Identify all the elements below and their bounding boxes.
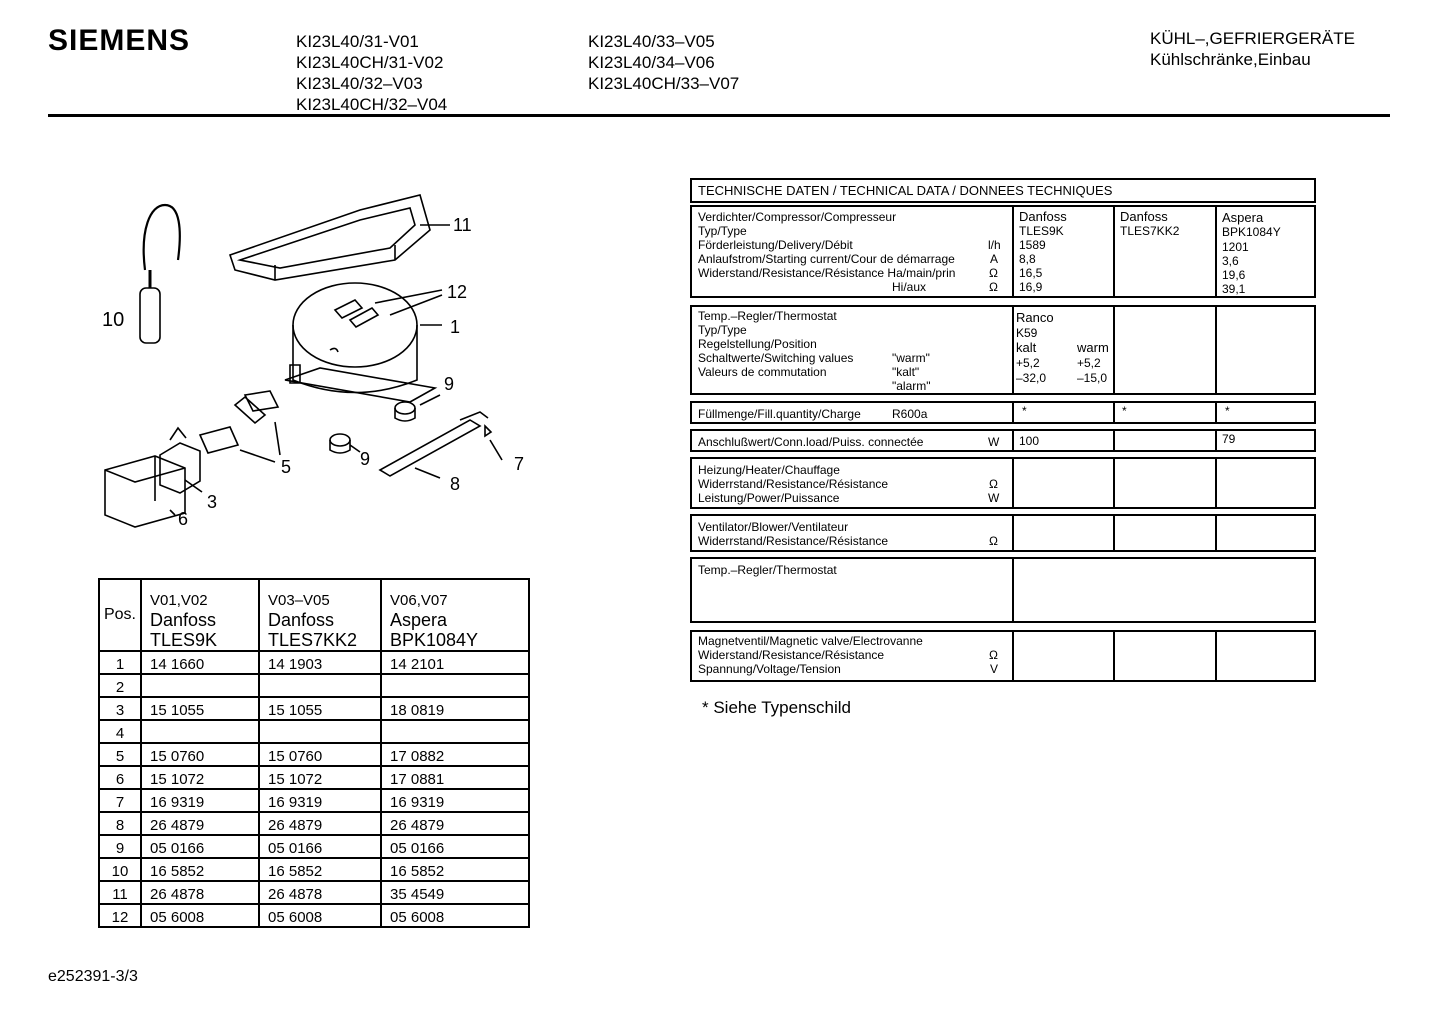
load-unit: W: [988, 435, 1000, 449]
label-1: 1: [450, 317, 461, 337]
part-number-cell: 16 5852: [141, 858, 259, 881]
pos-cell: 2: [99, 674, 141, 697]
state-kalt: "kalt": [892, 365, 920, 379]
c2-type: TLES7KK2: [1120, 224, 1180, 238]
heater-label: Heizung/Heater/Chauffage: [698, 463, 840, 477]
load-c3: 79: [1222, 432, 1236, 446]
part-number-cell: [381, 720, 529, 743]
label-10: 10: [102, 309, 125, 331]
thermostat-block: [690, 305, 1316, 395]
part-number-cell: [259, 674, 381, 697]
col-variants: V01,V02: [150, 592, 208, 609]
col-header-1: [141, 579, 259, 651]
part-number-cell: 26 4879: [141, 812, 259, 835]
unit: l/h: [988, 238, 1001, 252]
part-number-cell: 26 4879: [259, 812, 381, 835]
model-item: KI23L40/32–V03: [296, 74, 423, 93]
thermostat2-block: [690, 557, 1316, 623]
part-number-cell: 15 1055: [141, 697, 259, 720]
part-number-cell: 05 0166: [381, 835, 529, 858]
fill-block: [690, 401, 1316, 424]
position-label: Regelstellung/Position: [698, 337, 817, 351]
valve-label: Magnetventil/Magnetic valve/Electrovanne: [698, 634, 923, 648]
t1-kalt: kalt: [1016, 340, 1037, 355]
blower-block: [690, 514, 1316, 552]
table-row: [99, 789, 529, 812]
part-number-cell: 05 0166: [141, 835, 259, 858]
t1-make: Ranco: [1016, 310, 1054, 325]
c1-res-aux: 16,9: [1019, 280, 1043, 294]
part-number-cell: 05 6008: [381, 904, 529, 927]
type-label: Typ/Type: [698, 224, 747, 238]
category: [1150, 28, 1355, 70]
model-item: KI23L40CH/32–V04: [296, 95, 448, 114]
part-number-cell: 16 9319: [381, 789, 529, 812]
part-number-cell: 16 9319: [259, 789, 381, 812]
unit: W: [988, 491, 1000, 505]
parts-body: [99, 651, 529, 927]
commutation-label: Valeurs de commutation: [698, 365, 827, 379]
load-block: [690, 429, 1316, 452]
tech-title: TECHNISCHE DATEN / TECHNICAL DATA / DONNEES TECHNIQUES: [698, 183, 1113, 198]
label-6: 6: [178, 509, 189, 529]
t1-type: K59: [1016, 326, 1038, 340]
part-number-cell: 15 0760: [141, 743, 259, 766]
table-row: [99, 904, 529, 927]
c1-delivery: 1589: [1019, 238, 1046, 252]
model-list-2: [588, 31, 739, 94]
compressor-label: Verdichter/Compressor/Compresseur: [698, 210, 897, 224]
pos-cell: 4: [99, 720, 141, 743]
part-number-cell: 16 5852: [381, 858, 529, 881]
model-item: KI23L40/33–V05: [588, 32, 715, 51]
fill-c3: *: [1225, 404, 1230, 418]
part-number-cell: 15 1072: [259, 766, 381, 789]
col-header-3: [381, 579, 529, 651]
document-id: e252391-3/3: [48, 968, 138, 985]
col-model: BPK1084Y: [390, 630, 479, 650]
table-row: [99, 835, 529, 858]
model-item: KI23L40CH/31-V02: [296, 53, 444, 72]
c1-current: 8,8: [1019, 252, 1036, 266]
label-5: 5: [281, 457, 292, 477]
valve-voltage-label: Spannung/Voltage/Tension: [698, 662, 841, 676]
parts-header-row: [99, 579, 529, 651]
pos-cell: 11: [99, 881, 141, 904]
table-row: [99, 858, 529, 881]
state-warm: "warm": [892, 351, 930, 365]
parts-table: [98, 578, 530, 928]
unit: Ω: [989, 534, 998, 548]
current-label: Anlaufstrom/Starting current/Cour de démarrage: [698, 252, 955, 266]
exploded-diagram: [90, 190, 540, 535]
pos-cell: 7: [99, 789, 141, 812]
category-title: KÜHL–,GEFRIERGERÄTE: [1150, 29, 1355, 48]
unit: Ω: [989, 280, 998, 294]
label-8: 8: [450, 474, 461, 494]
refrigerant: R600a: [892, 407, 928, 421]
pos-cell: 1: [99, 651, 141, 674]
unit: V: [990, 662, 999, 676]
load-c1: 100: [1019, 434, 1040, 448]
part-number-cell: 18 0819: [381, 697, 529, 720]
compressor-block: [690, 205, 1316, 298]
c3-make: Aspera: [1222, 210, 1264, 225]
model-item: KI23L40/34–V06: [588, 53, 715, 72]
unit: Ω: [989, 266, 998, 280]
col-variants: V03–V05: [268, 592, 330, 609]
load-label: Anschlußwert/Conn.load/Puiss. connectée: [698, 435, 924, 449]
pos-cell: 3: [99, 697, 141, 720]
table-row: [99, 697, 529, 720]
part-number-cell: 15 1055: [259, 697, 381, 720]
part-number-cell: 05 0166: [259, 835, 381, 858]
unit: A: [990, 252, 999, 266]
pos-cell: 10: [99, 858, 141, 881]
t1-kalt-off: –32,0: [1016, 371, 1047, 385]
type-plate-note: * Siehe Typenschild: [702, 698, 852, 717]
c3-delivery: 1201: [1222, 240, 1249, 254]
label-7: 7: [514, 454, 525, 474]
col-model: TLES9K: [150, 630, 218, 650]
part-number-cell: 26 4879: [381, 812, 529, 835]
label-9: 9: [444, 374, 455, 394]
t1-warm-off: –15,0: [1077, 371, 1108, 385]
valve-block: [690, 630, 1316, 682]
part-number-cell: 15 1072: [141, 766, 259, 789]
part-number-cell: [259, 720, 381, 743]
t1-warm-on: +5,2: [1077, 356, 1101, 370]
table-row: [99, 651, 529, 674]
fill-label: Füllmenge/Fill.quantity/Charge: [698, 407, 861, 421]
heater-power-label: Leistung/Power/Puissance: [698, 491, 840, 505]
heater-res-label: Widerrstand/Resistance/Résistance: [698, 477, 889, 491]
c1-type: TLES9K: [1019, 224, 1064, 238]
c3-res-main: 19,6: [1222, 268, 1246, 282]
c3-res-aux: 39,1: [1222, 282, 1246, 296]
blower-label: Ventilator/Blower/Ventilateur: [698, 520, 849, 534]
c2-make: Danfoss: [1120, 209, 1168, 224]
part-number-cell: 14 2101: [381, 651, 529, 674]
header-divider: [48, 114, 1390, 117]
pos-cell: 6: [99, 766, 141, 789]
table-row: [99, 812, 529, 835]
fill-c1: *: [1022, 404, 1027, 418]
table-row: [99, 674, 529, 697]
brand-logo: SIEMENS: [48, 24, 191, 57]
switching-label: Schaltwerte/Switching values: [698, 351, 854, 365]
part-number-cell: 15 0760: [259, 743, 381, 766]
valve-res-label: Widerstand/Resistance/Résistance: [698, 648, 885, 662]
part-number-cell: 16 5852: [259, 858, 381, 881]
t1-kalt-on: +5,2: [1016, 356, 1040, 370]
col-make: Aspera: [390, 610, 448, 630]
col-make: Danfoss: [268, 610, 335, 630]
col-header-2: [259, 579, 381, 651]
c1-make: Danfoss: [1019, 209, 1067, 224]
part-number-cell: 05 6008: [259, 904, 381, 927]
c3-type: BPK1084Y: [1222, 225, 1281, 239]
part-number-cell: 26 4878: [141, 881, 259, 904]
col-variants: V06,V07: [390, 592, 448, 609]
aux-label: Hi/aux: [892, 280, 927, 294]
pos-cell: 8: [99, 812, 141, 835]
thermostat2-label: Temp.–Regler/Thermostat: [698, 563, 837, 577]
model-item: KI23L40CH/33–V07: [588, 74, 740, 93]
part-number-cell: [381, 674, 529, 697]
part-number-cell: 17 0882: [381, 743, 529, 766]
state-alarm: "alarm": [892, 379, 931, 393]
label-11: 11: [453, 215, 472, 235]
fill-c2: *: [1122, 404, 1127, 418]
delivery-label: Förderleistung/Delivery/Débit: [698, 238, 853, 252]
unit: Ω: [989, 477, 998, 491]
label-3: 3: [207, 492, 218, 512]
part-number-cell: 05 6008: [141, 904, 259, 927]
table-row: [99, 766, 529, 789]
part-number-cell: [141, 720, 259, 743]
part-number-cell: 17 0881: [381, 766, 529, 789]
category-subtitle: Kühlschränke,Einbau: [1150, 50, 1311, 69]
model-list-1: [296, 31, 447, 115]
type-label: Typ/Type: [698, 323, 747, 337]
table-row: [99, 720, 529, 743]
heater-block: [690, 457, 1316, 509]
part-number-cell: 14 1660: [141, 651, 259, 674]
t1-warm: warm: [1077, 340, 1109, 355]
col-make: Danfoss: [150, 610, 217, 630]
pos-cell: 12: [99, 904, 141, 927]
part-number-cell: 26 4878: [259, 881, 381, 904]
table-row: [99, 881, 529, 904]
col-model: TLES7KK2: [268, 630, 358, 650]
part-number-cell: [141, 674, 259, 697]
label-9b: 9: [360, 449, 371, 469]
unit: Ω: [989, 648, 998, 662]
part-number-cell: 35 4549: [381, 881, 529, 904]
label-12: 12: [447, 282, 468, 302]
tech-title-box: [690, 178, 1316, 203]
blower-res-label: Widerrstand/Resistance/Résistance: [698, 534, 889, 548]
thermostat-label: Temp.–Regler/Thermostat: [698, 309, 837, 323]
pos-cell: 5: [99, 743, 141, 766]
part-number-cell: 16 9319: [141, 789, 259, 812]
c3-current: 3,6: [1222, 254, 1239, 268]
resistance-label: Widerstand/Resistance/Résistance Ha/main/prin: [698, 266, 956, 280]
model-item: KI23L40/31-V01: [296, 32, 419, 51]
c1-res-main: 16,5: [1019, 266, 1043, 280]
pos-cell: 9: [99, 835, 141, 858]
part-number-cell: 14 1903: [259, 651, 381, 674]
table-row: [99, 743, 529, 766]
pos-header: Pos.: [99, 579, 141, 651]
